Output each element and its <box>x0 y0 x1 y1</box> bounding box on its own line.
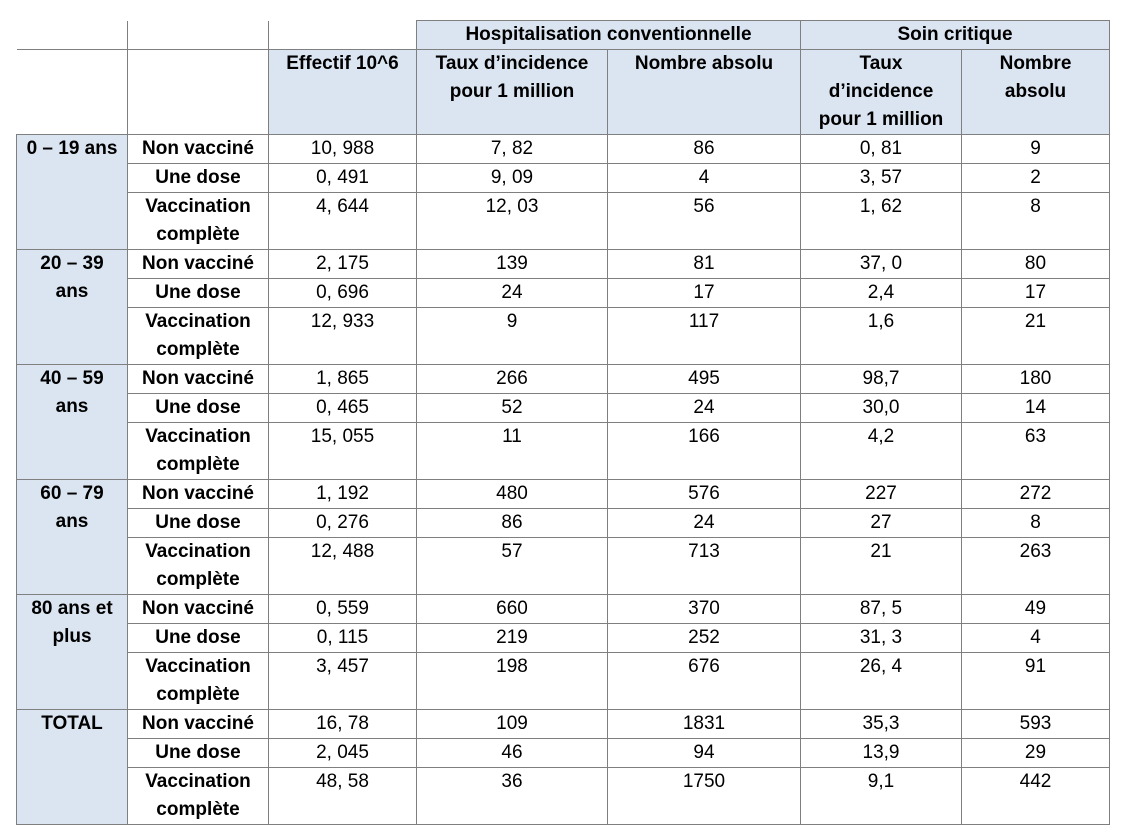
table-row <box>17 423 1110 480</box>
cell-hosp-nombre: 24 <box>608 509 801 538</box>
vaccination-status: Une dose <box>128 164 269 193</box>
vaccination-status: Vaccination complète <box>128 193 269 250</box>
cell-hosp-nombre: 81 <box>608 250 801 279</box>
vaccination-status: Vaccination complète <box>128 308 269 365</box>
cell-crit-nombre: 21 <box>962 308 1110 365</box>
cell-effectif: 4, 644 <box>269 193 417 250</box>
table-row <box>17 365 1110 394</box>
incidence-table <box>16 20 1110 825</box>
cell-crit-taux: 4,2 <box>801 423 962 480</box>
cell-crit-taux: 30,0 <box>801 394 962 423</box>
cell-hosp-nombre: 252 <box>608 624 801 653</box>
cell-hosp-nombre: 1750 <box>608 768 801 825</box>
vaccination-status: Vaccination complète <box>128 423 269 480</box>
cell-crit-nombre: 272 <box>962 480 1110 509</box>
cell-crit-nombre: 8 <box>962 509 1110 538</box>
table-row <box>17 739 1110 768</box>
vaccination-status: Non vacciné <box>128 595 269 624</box>
age-group-label: 40 – 59 ans <box>17 365 128 480</box>
cell-hosp-nombre: 24 <box>608 394 801 423</box>
header-effectif: Effectif 10^6 <box>269 50 417 135</box>
cell-hosp-nombre: 576 <box>608 480 801 509</box>
cell-effectif: 0, 491 <box>269 164 417 193</box>
cell-hosp-nombre: 117 <box>608 308 801 365</box>
table-row <box>17 768 1110 825</box>
empty-corner <box>17 21 128 50</box>
cell-effectif: 1, 192 <box>269 480 417 509</box>
vaccination-status: Non vacciné <box>128 480 269 509</box>
cell-hosp-taux: 198 <box>417 653 608 710</box>
cell-effectif: 12, 933 <box>269 308 417 365</box>
cell-crit-nombre: 180 <box>962 365 1110 394</box>
cell-crit-taux: 9,1 <box>801 768 962 825</box>
age-group-label: 0 – 19 ans <box>17 135 128 250</box>
table-row <box>17 279 1110 308</box>
cell-effectif: 0, 465 <box>269 394 417 423</box>
vaccination-status: Une dose <box>128 624 269 653</box>
cell-crit-nombre: 14 <box>962 394 1110 423</box>
header-group-soin-critique: Soin critique <box>801 21 1110 50</box>
cell-crit-taux: 31, 3 <box>801 624 962 653</box>
cell-hosp-nombre: 495 <box>608 365 801 394</box>
cell-hosp-nombre: 17 <box>608 279 801 308</box>
cell-crit-taux: 26, 4 <box>801 653 962 710</box>
cell-effectif: 3, 457 <box>269 653 417 710</box>
vaccination-status: Non vacciné <box>128 135 269 164</box>
cell-hosp-taux: 480 <box>417 480 608 509</box>
cell-hosp-nombre: 4 <box>608 164 801 193</box>
cell-crit-nombre: 4 <box>962 624 1110 653</box>
cell-crit-nombre: 8 <box>962 193 1110 250</box>
cell-crit-nombre: 91 <box>962 653 1110 710</box>
cell-crit-nombre: 80 <box>962 250 1110 279</box>
cell-effectif: 1, 865 <box>269 365 417 394</box>
header-hosp-nombre: Nombre absolu <box>608 50 801 135</box>
cell-crit-taux: 98,7 <box>801 365 962 394</box>
cell-effectif: 48, 58 <box>269 768 417 825</box>
empty-corner <box>128 50 269 135</box>
cell-effectif: 2, 175 <box>269 250 417 279</box>
header-crit-nombre-text: Nombre absolu <box>999 53 1072 102</box>
header-group-hospitalisation: Hospitalisation conventionnelle <box>417 21 801 50</box>
cell-crit-taux: 35,3 <box>801 710 962 739</box>
table-row <box>17 624 1110 653</box>
cell-hosp-taux: 52 <box>417 394 608 423</box>
empty-corner <box>128 21 269 50</box>
cell-hosp-nombre: 166 <box>608 423 801 480</box>
table-row <box>17 193 1110 250</box>
vaccination-status: Une dose <box>128 394 269 423</box>
age-group-label: 20 – 39 ans <box>17 250 128 365</box>
cell-crit-nombre: 593 <box>962 710 1110 739</box>
cell-hosp-taux: 109 <box>417 710 608 739</box>
cell-hosp-nombre: 86 <box>608 135 801 164</box>
cell-hosp-taux: 9 <box>417 308 608 365</box>
cell-crit-nombre: 17 <box>962 279 1110 308</box>
vaccination-status: Vaccination complète <box>128 538 269 595</box>
cell-crit-nombre: 442 <box>962 768 1110 825</box>
cell-crit-taux: 0, 81 <box>801 135 962 164</box>
cell-crit-taux: 227 <box>801 480 962 509</box>
cell-effectif: 10, 988 <box>269 135 417 164</box>
cell-effectif: 2, 045 <box>269 739 417 768</box>
cell-effectif: 0, 276 <box>269 509 417 538</box>
header-crit-taux-text: Taux d’incidence pour 1 million <box>818 53 944 130</box>
cell-hosp-nombre: 713 <box>608 538 801 595</box>
cell-effectif: 0, 115 <box>269 624 417 653</box>
cell-effectif: 12, 488 <box>269 538 417 595</box>
cell-hosp-taux: 9, 09 <box>417 164 608 193</box>
cell-effectif: 0, 696 <box>269 279 417 308</box>
vaccination-status: Vaccination complète <box>128 653 269 710</box>
cell-crit-taux: 87, 5 <box>801 595 962 624</box>
header-hosp-taux <box>417 50 608 135</box>
table-row <box>17 538 1110 595</box>
vaccination-status: Une dose <box>128 279 269 308</box>
cell-effectif: 15, 055 <box>269 423 417 480</box>
vaccination-status: Une dose <box>128 739 269 768</box>
cell-hosp-taux: 36 <box>417 768 608 825</box>
vaccination-status: Non vacciné <box>128 250 269 279</box>
cell-crit-taux: 1,6 <box>801 308 962 365</box>
cell-crit-taux: 3, 57 <box>801 164 962 193</box>
cell-crit-nombre: 9 <box>962 135 1110 164</box>
cell-hosp-nombre: 676 <box>608 653 801 710</box>
table-row <box>17 653 1110 710</box>
age-group-label: 80 ans et plus <box>17 595 128 710</box>
cell-hosp-taux: 57 <box>417 538 608 595</box>
cell-crit-nombre: 63 <box>962 423 1110 480</box>
cell-hosp-taux: 24 <box>417 279 608 308</box>
header-hosp-taux-text: Taux d’incidence pour 1 million <box>435 53 589 102</box>
table-row <box>17 250 1110 279</box>
cell-hosp-taux: 7, 82 <box>417 135 608 164</box>
cell-hosp-taux: 46 <box>417 739 608 768</box>
cell-crit-nombre: 263 <box>962 538 1110 595</box>
age-group-label: 60 – 79 ans <box>17 480 128 595</box>
cell-hosp-nombre: 94 <box>608 739 801 768</box>
cell-hosp-taux: 86 <box>417 509 608 538</box>
cell-crit-taux: 2,4 <box>801 279 962 308</box>
table-row <box>17 480 1110 509</box>
cell-hosp-taux: 660 <box>417 595 608 624</box>
cell-hosp-nombre: 56 <box>608 193 801 250</box>
cell-crit-taux: 37, 0 <box>801 250 962 279</box>
cell-hosp-taux: 219 <box>417 624 608 653</box>
vaccination-status: Une dose <box>128 509 269 538</box>
vaccination-status: Non vacciné <box>128 710 269 739</box>
header-crit-taux <box>801 50 962 135</box>
cell-crit-taux: 13,9 <box>801 739 962 768</box>
cell-crit-nombre: 29 <box>962 739 1110 768</box>
table-row <box>17 394 1110 423</box>
vaccination-status: Vaccination complète <box>128 768 269 825</box>
cell-effectif: 0, 559 <box>269 595 417 624</box>
cell-hosp-nombre: 370 <box>608 595 801 624</box>
header-crit-nombre <box>962 50 1110 135</box>
table-row <box>17 710 1110 739</box>
empty-corner <box>17 50 128 135</box>
cell-hosp-taux: 139 <box>417 250 608 279</box>
cell-crit-taux: 27 <box>801 509 962 538</box>
cell-crit-nombre: 2 <box>962 164 1110 193</box>
cell-hosp-nombre: 1831 <box>608 710 801 739</box>
table-row <box>17 308 1110 365</box>
table-row <box>17 164 1110 193</box>
cell-hosp-taux: 266 <box>417 365 608 394</box>
table-body <box>17 135 1110 825</box>
age-group-label: TOTAL <box>17 710 128 825</box>
cell-hosp-taux: 11 <box>417 423 608 480</box>
cell-effectif: 16, 78 <box>269 710 417 739</box>
vaccination-status: Non vacciné <box>128 365 269 394</box>
cell-crit-taux: 1, 62 <box>801 193 962 250</box>
cell-hosp-taux: 12, 03 <box>417 193 608 250</box>
table-row <box>17 135 1110 164</box>
table-row <box>17 595 1110 624</box>
cell-crit-taux: 21 <box>801 538 962 595</box>
table-row <box>17 509 1110 538</box>
empty-corner <box>269 21 417 50</box>
cell-crit-nombre: 49 <box>962 595 1110 624</box>
